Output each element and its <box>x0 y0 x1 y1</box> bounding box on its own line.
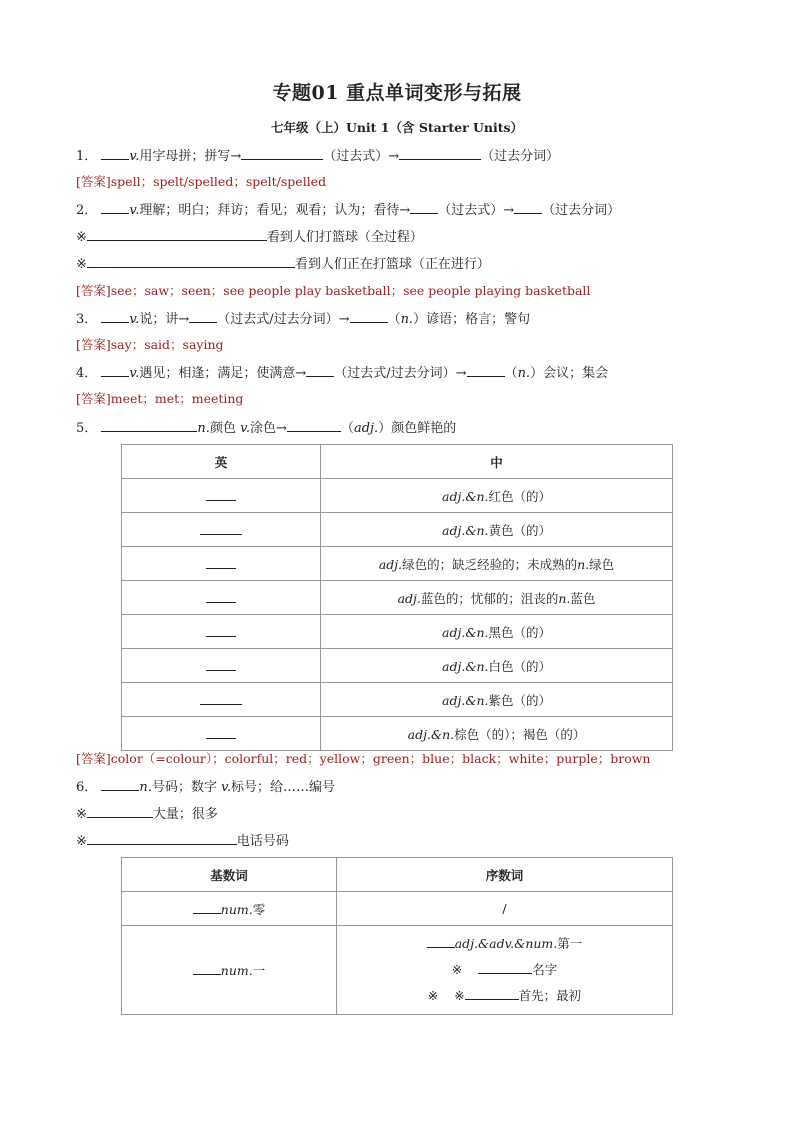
answer-blank[interactable] <box>399 146 481 160</box>
answer-blank[interactable] <box>241 146 323 160</box>
answer-3 <box>76 336 224 354</box>
question-text: （过去分词） <box>481 149 560 164</box>
part-of-speech: adj. <box>378 556 403 572</box>
answer-blank[interactable] <box>206 624 236 637</box>
part-of-speech: n. <box>517 366 531 381</box>
part-of-speech: v. <box>129 203 140 218</box>
table-row <box>122 581 673 615</box>
question-number: 4． <box>76 366 98 381</box>
answer-text: color（=colour）；colorful；red；yellow；green；blue；black；white；purple；brown <box>110 751 651 766</box>
page-title: 专题01 重点单词变形与拓展 <box>272 82 522 104</box>
table-row <box>122 683 673 717</box>
part-of-speech: n. <box>577 556 590 572</box>
answer-text: see；saw；seen；see people play basketball；see people playing basketball <box>110 283 591 298</box>
answer-blank[interactable] <box>306 363 334 377</box>
question-text: ）谚语；格言；警句 <box>413 312 531 327</box>
question-text: 用字母拼；拼写→ <box>139 149 242 164</box>
answer-blank[interactable] <box>200 522 242 535</box>
part-of-speech: adj. <box>442 658 466 674</box>
part-of-speech: &n. <box>465 624 489 640</box>
answer-blank[interactable] <box>101 777 139 791</box>
ordinal-cell: / <box>337 892 673 926</box>
question-4 <box>76 363 608 383</box>
table-header-row <box>122 858 673 892</box>
paren: （ <box>387 312 401 327</box>
english-cell <box>122 547 321 581</box>
meaning-text: 红色（的） <box>488 488 551 504</box>
question-text: 颜色 <box>209 421 241 436</box>
table-row <box>122 926 673 1015</box>
answer-blank[interactable] <box>467 363 505 377</box>
part-of-speech: num. <box>220 901 253 917</box>
answer-blank[interactable] <box>478 961 532 974</box>
meaning-text: 棕色（的）；褐色（的） <box>454 726 586 742</box>
table-header-row <box>122 445 673 479</box>
answer-2 <box>76 282 590 300</box>
english-cell <box>122 581 321 615</box>
answer-blank[interactable] <box>410 200 438 214</box>
question-text: 大量；很多 <box>152 807 218 822</box>
part-of-speech: v. <box>240 421 251 436</box>
part-of-speech: n. <box>197 421 210 436</box>
answer-blank[interactable] <box>101 146 129 160</box>
note-mark: ※ <box>76 230 87 245</box>
chinese-cell <box>321 547 673 581</box>
english-cell <box>122 615 321 649</box>
question-2 <box>76 200 620 220</box>
part-of-speech: &num. <box>514 936 558 951</box>
chinese-cell <box>321 479 673 513</box>
answer-blank[interactable] <box>287 418 341 432</box>
question-text: 涂色→ <box>250 421 287 436</box>
part-of-speech: n. <box>400 312 414 327</box>
answer-blank[interactable] <box>206 658 236 671</box>
english-cell <box>122 717 321 751</box>
answer-blank[interactable] <box>206 590 236 603</box>
table-row <box>122 892 673 926</box>
question-text: ）颜色鲜艳的 <box>378 421 457 436</box>
meaning-text: 黑色（的） <box>488 624 551 640</box>
answer-blank[interactable] <box>465 987 519 1000</box>
meaning-text: 第一 <box>557 936 583 951</box>
answer-blank[interactable] <box>87 254 295 268</box>
question-1 <box>76 146 559 166</box>
chinese-cell <box>321 513 673 547</box>
chinese-cell <box>321 683 673 717</box>
ordinal-line <box>337 931 672 957</box>
answer-tag: [答案] <box>76 337 111 352</box>
meaning-text: 蓝色的；忧郁的；沮丧的 <box>420 590 559 606</box>
cardinal-cell <box>122 892 337 926</box>
answer-text: spell；spelt/spelled；spelt/spelled <box>110 174 327 189</box>
ordinal-sub-line <box>337 957 672 983</box>
meaning-text: 名字 <box>532 962 558 977</box>
answer-blank[interactable] <box>87 804 153 818</box>
english-cell <box>122 513 321 547</box>
question-text: 标号；给……编号 <box>231 780 336 795</box>
part-of-speech: v. <box>129 149 140 164</box>
english-cell <box>122 683 321 717</box>
part-of-speech: adj. <box>397 590 421 606</box>
question-3 <box>76 309 530 329</box>
meaning-text: 黄色（的） <box>488 522 551 538</box>
table-row <box>122 649 673 683</box>
question-number: 5． <box>76 421 98 436</box>
answer-blank[interactable] <box>200 692 242 705</box>
answer-1 <box>76 173 326 191</box>
question-text: ）会议；集会 <box>530 366 609 381</box>
question-number: 1． <box>76 149 98 164</box>
column-header: 中 <box>321 445 673 479</box>
question-text: （过去分词） <box>542 203 621 218</box>
answer-blank[interactable] <box>101 200 129 214</box>
answer-tag: [答案] <box>76 751 111 766</box>
question-2-sub-1 <box>76 227 423 247</box>
page-subtitle: 七年级（上）Unit 1（含 Starter Units） <box>270 120 524 135</box>
question-number: 6． <box>76 780 98 795</box>
answer-blank[interactable] <box>350 309 388 323</box>
answer-blank[interactable] <box>101 309 129 323</box>
meaning-text: 绿色的；缺乏经验的；未成熟的 <box>402 556 578 572</box>
meaning-text: 蓝色 <box>570 590 596 606</box>
part-of-speech: &n. <box>430 726 455 742</box>
question-6-sub-2 <box>76 831 289 851</box>
note-mark: ※ <box>76 807 87 822</box>
answer-blank[interactable] <box>206 726 236 739</box>
note-mark: ※ <box>427 988 439 1003</box>
question-text: 理解；明白；拜访；看见；观看；认为；看待→ <box>139 203 411 218</box>
meaning-text: 绿色 <box>589 556 615 572</box>
question-number: 2． <box>76 203 98 218</box>
column-header: 基数词 <box>122 858 337 892</box>
answer-text: meet；met；meeting <box>110 391 244 406</box>
part-of-speech: v. <box>129 366 140 381</box>
part-of-speech: v. <box>129 312 140 327</box>
part-of-speech: v. <box>221 780 232 795</box>
answer-text: say；said；saying <box>110 337 224 352</box>
part-of-speech: adj. <box>442 692 466 708</box>
chinese-cell <box>321 649 673 683</box>
meaning-text: 一 <box>252 963 266 978</box>
meaning-text: 首先；最初 <box>518 988 582 1003</box>
question-text: 说；讲→ <box>139 312 190 327</box>
question-text: （过去式/过去分词）→ <box>334 366 467 381</box>
answer-blank[interactable] <box>514 200 542 214</box>
question-text: 看到人们正在打篮球（正在进行） <box>294 257 490 272</box>
question-6-sub-1 <box>76 804 218 824</box>
chinese-cell <box>321 717 673 751</box>
table-row <box>122 717 673 751</box>
color-table <box>121 444 673 751</box>
cardinal-cell <box>122 926 337 1015</box>
answer-5 <box>76 750 651 768</box>
answer-blank[interactable] <box>193 901 221 914</box>
ordinal-cell <box>337 926 673 1015</box>
paren: （ <box>504 366 518 381</box>
part-of-speech: &adv. <box>478 936 515 951</box>
meaning-text: 白色（的） <box>488 658 551 674</box>
question-text: （过去式）→ <box>323 149 400 164</box>
chinese-cell <box>321 615 673 649</box>
part-of-speech: n. <box>558 590 571 606</box>
question-text: 看到人们打篮球（全过程） <box>266 230 423 245</box>
table-row <box>122 479 673 513</box>
note-mark: ※ <box>451 962 463 977</box>
table-row <box>122 513 673 547</box>
table-row <box>122 547 673 581</box>
note-mark: ※ <box>76 257 87 272</box>
part-of-speech: adj. <box>442 488 466 504</box>
question-text: （过去式/过去分词）→ <box>217 312 350 327</box>
ordinal-sub-line <box>337 983 672 1009</box>
number-table <box>121 857 673 1015</box>
question-6 <box>76 777 335 797</box>
question-2-sub-2 <box>76 254 490 274</box>
part-of-speech: n. <box>139 780 152 795</box>
answer-blank[interactable] <box>427 935 455 948</box>
paren: （ <box>340 421 354 436</box>
part-of-speech: adj. <box>454 936 479 951</box>
answer-4 <box>76 390 243 408</box>
answer-blank[interactable] <box>101 418 197 432</box>
part-of-speech: adj. <box>407 726 431 742</box>
question-text: 电话号码 <box>236 834 289 849</box>
note-mark: ※ <box>76 834 87 849</box>
answer-blank[interactable] <box>189 309 217 323</box>
question-5 <box>76 418 456 438</box>
part-of-speech: num. <box>220 963 253 978</box>
answer-blank[interactable] <box>206 488 236 501</box>
question-number: 3． <box>76 312 98 327</box>
meaning-text: 紫色（的） <box>488 692 551 708</box>
answer-blank[interactable] <box>87 831 237 845</box>
part-of-speech: &n. <box>465 692 489 708</box>
column-header: 英 <box>122 445 321 479</box>
answer-tag: [答案] <box>76 391 111 406</box>
note-mark: ※ <box>454 988 465 1003</box>
answer-tag: [答案] <box>76 283 111 298</box>
part-of-speech: adj. <box>442 624 466 640</box>
english-cell <box>122 649 321 683</box>
answer-blank[interactable] <box>193 962 221 975</box>
chinese-cell <box>321 581 673 615</box>
part-of-speech: &n. <box>465 488 489 504</box>
answer-blank[interactable] <box>206 556 236 569</box>
answer-tag: [答案] <box>76 174 111 189</box>
part-of-speech: adj. <box>353 421 379 436</box>
question-text: （过去式）→ <box>438 203 515 218</box>
table-row <box>122 615 673 649</box>
answer-blank[interactable] <box>87 227 267 241</box>
meaning-text: 零 <box>252 901 266 917</box>
english-cell <box>122 479 321 513</box>
part-of-speech: &n. <box>465 658 489 674</box>
question-text: 遇见；相逢；满足；使满意→ <box>139 366 307 381</box>
column-header: 序数词 <box>337 858 673 892</box>
part-of-speech: &n. <box>465 522 489 538</box>
question-text: 号码；数字 <box>151 780 222 795</box>
answer-blank[interactable] <box>101 363 129 377</box>
part-of-speech: adj. <box>442 522 466 538</box>
